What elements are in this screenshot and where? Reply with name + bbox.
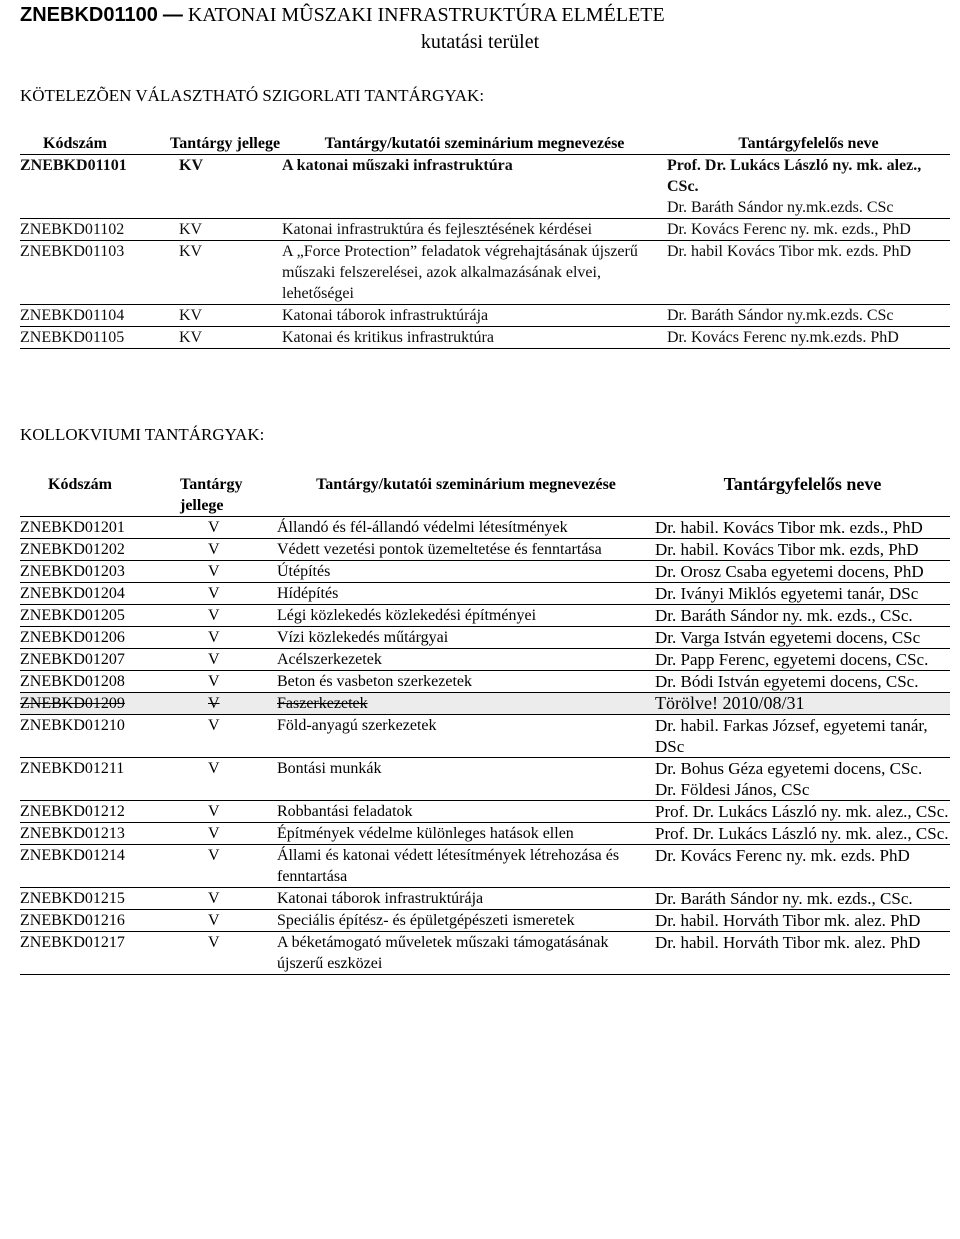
table-row [20, 241, 950, 305]
subject-responsible: Dr. Kovács Ferenc ny. mk. ezds. PhD [655, 845, 950, 888]
subject-type: V [180, 561, 277, 583]
table-row [20, 561, 950, 583]
table-row [20, 219, 950, 241]
subject-code: ZNEBKD01215 [20, 888, 180, 910]
subject-code: ZNEBKD01212 [20, 801, 180, 823]
subject-name: A „Force Protection” feladatok végrehajtásának újszerű műszaki felszerelései, azok alkalmazásának elvei, lehetőségei [282, 241, 667, 305]
subject-name: Bontási munkák [277, 758, 655, 801]
subject-responsible: Dr. Kovács Ferenc ny.mk.ezds. PhD [667, 327, 950, 349]
title-dash: — [162, 4, 183, 26]
subject-code: ZNEBKD01209 [20, 693, 180, 715]
section1-heading: KÖTELEZÕEN VÁLASZTHATÓ SZIGORLATI TANTÁRGYAK: [20, 86, 485, 105]
subject-responsible: Dr. habil. Kovács Tibor mk. ezds, PhD [655, 539, 950, 561]
subject-name: Beton és vasbeton szerkezetek [277, 671, 655, 693]
subject-responsible: Dr. Kovács Ferenc ny. mk. ezds., PhD [667, 219, 950, 241]
deleted-notice: Törölve! 2010/08/31 [655, 693, 950, 715]
subject-responsible: Dr. habil. Kovács Tibor mk. ezds., PhD [655, 517, 950, 539]
table-row [20, 671, 950, 693]
table-header-row [20, 474, 950, 517]
subject-responsible: Dr. Papp Ferenc, egyetemi docens, CSc. [655, 649, 950, 671]
subject-type: V [180, 693, 277, 715]
compulsory-subjects-table [20, 133, 950, 349]
subject-name: Útépítés [277, 561, 655, 583]
subject-type: V [180, 715, 277, 758]
subject-name: Acélszerkezetek [277, 649, 655, 671]
subject-code: ZNEBKD01210 [20, 715, 180, 758]
subject-name: Robbantási feladatok [277, 801, 655, 823]
table-row [20, 910, 950, 932]
table-row [20, 155, 950, 219]
subject-responsible: Dr. Bódi István egyetemi docens, CSc. [655, 671, 950, 693]
table-row [20, 715, 950, 758]
subject-type: KV [170, 219, 282, 241]
column-header-name: Tantárgy/kutatói szeminárium megnevezése [277, 474, 655, 517]
table-row [20, 801, 950, 823]
subject-type: KV [170, 327, 282, 349]
subject-name: Katonai táborok infrastruktúrája [282, 305, 667, 327]
section2-heading: KOLLOKVIUMI TANTÁRGYAK: [20, 425, 265, 444]
subject-name: A katonai műszaki infrastruktúra [282, 155, 667, 219]
subject-responsible: Dr. habil. Horváth Tibor mk. alez. PhD [655, 932, 950, 975]
column-header-name: Tantárgy/kutatói szeminárium megnevezése [282, 133, 667, 155]
subject-code: ZNEBKD01203 [20, 561, 180, 583]
table-row [20, 932, 950, 975]
subject-type: KV [170, 155, 282, 219]
subject-code: ZNEBKD01207 [20, 649, 180, 671]
subject-code: ZNEBKD01103 [20, 241, 170, 305]
table-row [20, 758, 950, 801]
subject-name: Hídépítés [277, 583, 655, 605]
subject-code: ZNEBKD01104 [20, 305, 170, 327]
table-row [20, 693, 950, 715]
subject-name: Speciális építész- és épületgépészeti ismeretek [277, 910, 655, 932]
subject-type: V [180, 758, 277, 801]
subject-type: V [180, 888, 277, 910]
subject-responsible: Dr. Orosz Csaba egyetemi docens, PhD [655, 561, 950, 583]
subject-responsible: Dr. Baráth Sándor ny. mk. ezds., CSc. [655, 888, 950, 910]
subject-responsible: Dr. habil. Horváth Tibor mk. alez. PhD [655, 910, 950, 932]
subject-code: ZNEBKD01202 [20, 539, 180, 561]
subject-name: Föld-anyagú szerkezetek [277, 715, 655, 758]
subject-type: V [180, 649, 277, 671]
subject-type: V [180, 801, 277, 823]
subject-type: KV [170, 305, 282, 327]
subject-type: V [180, 583, 277, 605]
subject-code: ZNEBKD01213 [20, 823, 180, 845]
subject-type: V [180, 539, 277, 561]
table-row [20, 888, 950, 910]
subject-code: ZNEBKD01216 [20, 910, 180, 932]
subject-name: Katonai infrastruktúra és fejlesztésének kérdései [282, 219, 667, 241]
subject-code: ZNEBKD01208 [20, 671, 180, 693]
subject-responsible: Dr. Iványi Miklós egyetemi tanár, DSc [655, 583, 950, 605]
table-row [20, 627, 950, 649]
subject-type: V [180, 932, 277, 975]
title-text: KATONAI MÛSZAKI INFRASTRUKTÚRA ELMÉLETE [187, 4, 665, 26]
subject-code: ZNEBKD01217 [20, 932, 180, 975]
subject-type: KV [170, 241, 282, 305]
subject-responsible [655, 758, 950, 801]
subject-code: ZNEBKD01214 [20, 845, 180, 888]
subject-name: Faszerkezetek [277, 693, 655, 715]
responsible-primary: Dr. Bohus Géza egyetemi docens, CSc. [655, 759, 923, 778]
subject-code: ZNEBKD01201 [20, 517, 180, 539]
subject-responsible: Dr. habil. Farkas József, egyetemi tanár, DSc [655, 715, 950, 758]
subject-responsible [667, 155, 950, 219]
table-row [20, 305, 950, 327]
subject-type: V [180, 845, 277, 888]
column-header-code: Kódszám [20, 133, 170, 155]
subject-type: V [180, 823, 277, 845]
colloquium-subjects-table [20, 474, 950, 975]
title-code: ZNEBKD01100 [20, 4, 158, 26]
table-header-row [20, 133, 950, 155]
table-row [20, 327, 950, 349]
table-row [20, 583, 950, 605]
document-subtitle: kutatási terület [420, 31, 540, 53]
subject-responsible: Dr. Baráth Sándor ny. mk. ezds., CSc. [655, 605, 950, 627]
responsible-secondary: Dr. Földesi János, CSc [655, 780, 810, 799]
subject-code: ZNEBKD01102 [20, 219, 170, 241]
column-header-type: Tantárgy jellege [170, 133, 282, 155]
subject-responsible: Prof. Dr. Lukács László ny. mk. alez., CSc. [655, 802, 949, 821]
subject-responsible: Dr. Baráth Sándor ny.mk.ezds. CSc [667, 305, 950, 327]
document-title [20, 4, 665, 27]
subject-name: A béketámogató műveletek műszaki támogatásának újszerű eszközei [277, 932, 655, 975]
subject-type: V [180, 517, 277, 539]
table-row [20, 649, 950, 671]
subject-code: ZNEBKD01101 [20, 155, 170, 219]
column-header-responsible: Tantárgyfelelős neve [655, 474, 950, 517]
subject-type: V [180, 605, 277, 627]
subject-responsible: Dr. habil Kovács Tibor mk. ezds. PhD [667, 241, 950, 305]
table-row [20, 605, 950, 627]
subject-responsible: Prof. Dr. Lukács László ny. mk. alez., CSc. [655, 824, 949, 843]
subject-type: V [180, 627, 277, 649]
subject-type: V [180, 910, 277, 932]
column-header-code: Kódszám [20, 474, 180, 517]
responsible-secondary: Dr. Baráth Sándor ny.mk.ezds. CSc [667, 199, 894, 216]
subject-name: Katonai és kritikus infrastruktúra [282, 327, 667, 349]
subject-name: Állandó és fél-állandó védelmi létesítmények [277, 517, 655, 539]
subject-name: Légi közlekedés közlekedési építményei [277, 605, 655, 627]
subject-code: ZNEBKD01205 [20, 605, 180, 627]
subject-name: Védett vezetési pontok üzemeltetése és fenntartása [277, 539, 655, 561]
subject-name: Vízi közlekedés műtárgyai [277, 627, 655, 649]
subject-name: Katonai táborok infrastruktúrája [277, 888, 655, 910]
table-row [20, 517, 950, 539]
subject-type: V [180, 671, 277, 693]
responsible-primary: Prof. Dr. Lukács László ny. mk. alez., CSc. [667, 157, 922, 195]
subject-code: ZNEBKD01206 [20, 627, 180, 649]
column-header-responsible: Tantárgyfelelős neve [667, 133, 950, 155]
table-row [20, 845, 950, 888]
subject-code: ZNEBKD01204 [20, 583, 180, 605]
subject-responsible: Dr. Varga István egyetemi docens, CSc [655, 627, 950, 649]
column-header-type: Tantárgy jellege [180, 474, 277, 517]
subject-name: Állami és katonai védett létesítmények létrehozása és fenntartása [277, 845, 655, 888]
table-row [20, 539, 950, 561]
subject-code: ZNEBKD01105 [20, 327, 170, 349]
subject-name: Építmények védelme különleges hatások ellen [277, 823, 655, 845]
subject-code: ZNEBKD01211 [20, 758, 180, 801]
table-row [20, 823, 950, 845]
